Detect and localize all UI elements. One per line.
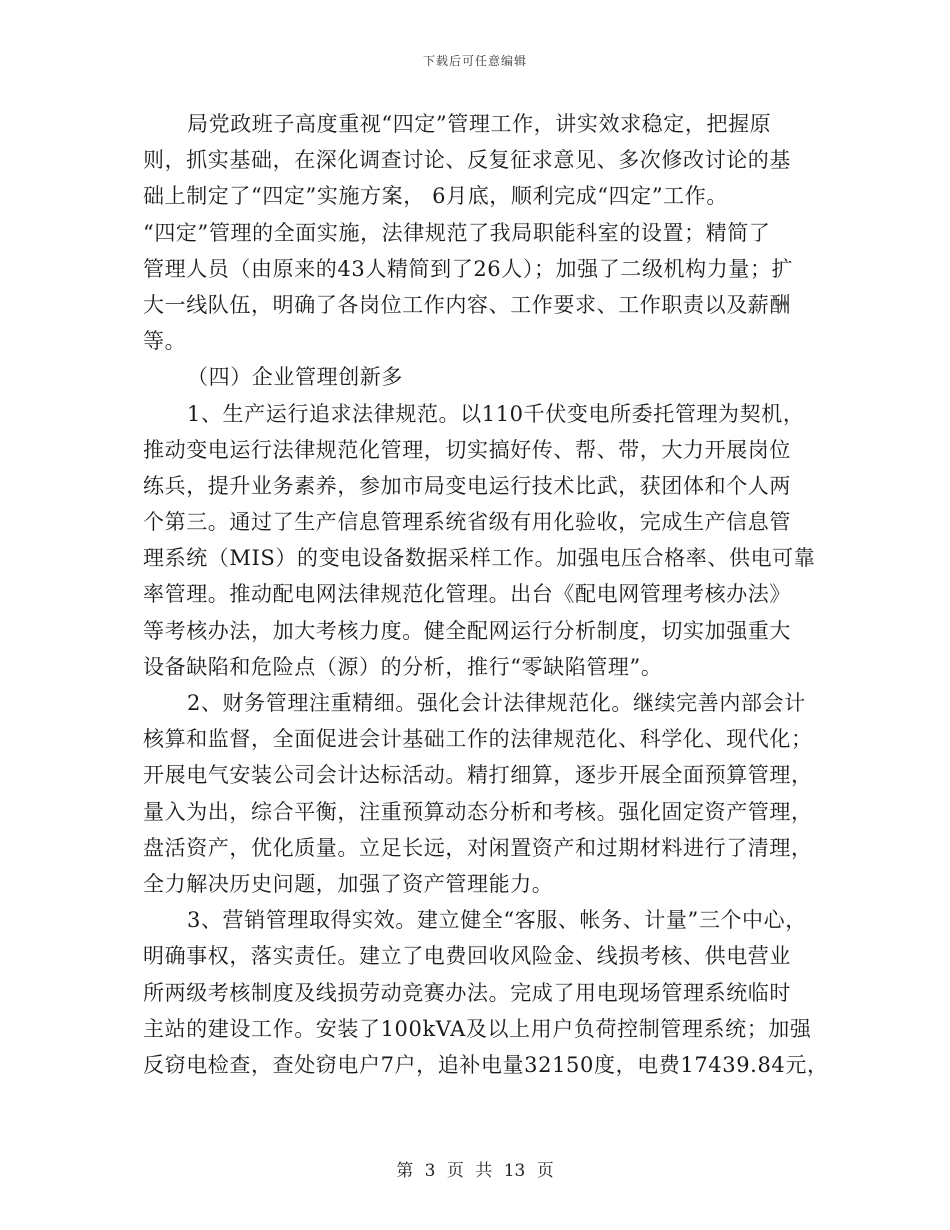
text-line: 设备缺陷和危险点（源）的分析，推行“零缺陷管理”。 bbox=[143, 654, 663, 679]
text-line: 3、营销管理取得实效。建立健全“客服、帐务、计量”三个中心， bbox=[187, 908, 807, 933]
text-line: 推动变电运行法律规范化管理，切实搞好传、帮、带，大力开展岗位 bbox=[143, 437, 791, 462]
text-line: 等考核办法，加大考核力度。健全配网运行分析制度，切实加强重大 bbox=[143, 618, 791, 643]
text-line: 个第三。通过了生产信息管理系统省级有用化验收，完成生产信息管 bbox=[143, 510, 791, 535]
text-line: 所两级考核制度及线损劳动竞赛办法。完成了用电现场管理系统临时 bbox=[143, 980, 791, 1005]
paragraph bbox=[143, 106, 833, 359]
text-line: “四定”管理的全面实施，法律规范了我局职能科室的设置；精简了 bbox=[143, 220, 771, 245]
page-footer: 第 3 页 共 13 页 bbox=[396, 1161, 554, 1181]
text-line: 础上制定了“四定”实施方案， 6月底，顺利完成“四定”工作。 bbox=[143, 184, 728, 209]
text-line: 主站的建设工作。安装了100kVA及以上用户负荷控制管理系统；加强 bbox=[143, 1016, 812, 1041]
text-line: 开展电气安装公司会计达标活动。精打细算，逐步开展全面预算管理， bbox=[143, 763, 813, 788]
text-line: （四）企业管理创新多 bbox=[187, 365, 403, 390]
text-line: 率管理。推动配电网法律规范化管理。出台《配电网管理考核办法》 bbox=[143, 582, 791, 607]
text-line: 则，抓实基础，在深化调查讨论、反复征求意见、多次修改讨论的基 bbox=[143, 148, 791, 173]
text-line: 全力解决历史问题，加强了资产管理能力。 bbox=[143, 871, 554, 896]
page-header: 下载后可任意编辑 bbox=[422, 54, 527, 68]
text-line: 盘活资产，优化质量。立足长远，对闲置资产和过期材料进行了清理， bbox=[143, 835, 813, 860]
text-line: 管理人员（由原来的43人精简到了26人）；加强了二级机构力量；扩 bbox=[143, 256, 794, 281]
text-line: 明确事权，落实责任。建立了电费回收风险金、线损考核、供电营业 bbox=[143, 944, 791, 969]
text-line: 理系统（MIS）的变电设备数据采样工作。加强电压合格率、供电可靠 bbox=[143, 546, 816, 571]
text-line: 核算和监督，全面促进会计基础工作的法律规范化、科学化、现代化； bbox=[143, 727, 813, 752]
text-line: 量入为出，综合平衡，注重预算动态分析和考核。强化固定资产管理， bbox=[143, 799, 813, 824]
text-line: 等。 bbox=[143, 329, 187, 354]
section-heading bbox=[143, 359, 833, 395]
paragraph bbox=[143, 902, 833, 1083]
text-line: 练兵，提升业务素养，参加市局变电运行技术比武，获团体和个人两 bbox=[143, 473, 791, 498]
text-line: 2、财务管理注重精细。强化会计法律规范化。继续完善内部会计 bbox=[187, 691, 806, 715]
document-body bbox=[143, 106, 833, 1083]
text-line: 大一线队伍，明确了各岗位工作内容、工作要求、工作职责以及薪酬 bbox=[143, 292, 791, 317]
paragraph bbox=[143, 685, 833, 902]
text-line: 局党政班子高度重视“四定”管理工作，讲实效求稳定，把握原 bbox=[187, 112, 772, 136]
paragraph bbox=[143, 396, 833, 686]
text-line: 反窃电检查，查处窃电户7户，追补电量32150度，电费17439.84元， bbox=[143, 1052, 829, 1077]
text-line: 1、生产运行追求法律规范。以110千伏变电所委托管理为契机， bbox=[187, 401, 805, 426]
